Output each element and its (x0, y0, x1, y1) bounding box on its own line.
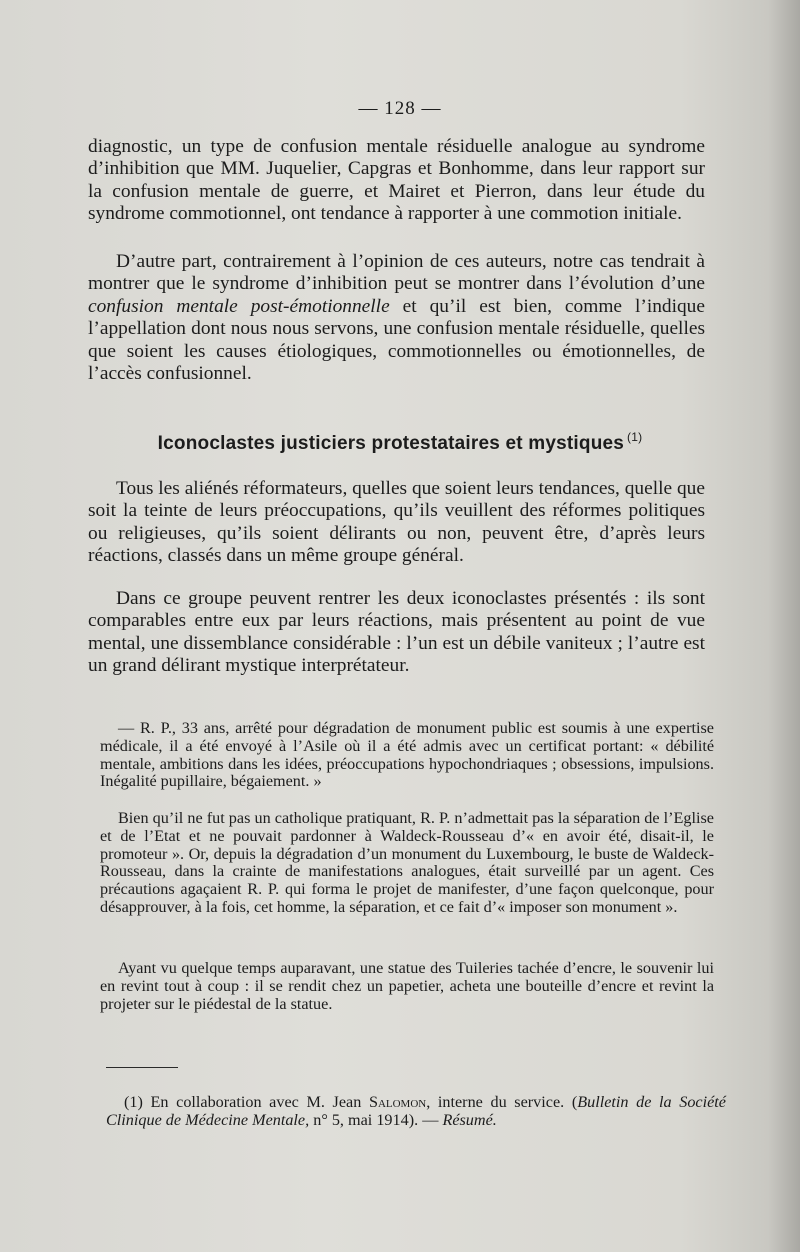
paragraph-autre-part (88, 251, 705, 385)
paragraph-text: et qu’il est bien, comme l’indique l’appellation dont nous nous servons, une confusion mentale résiduelle, quelles que soient les causes étiologiques, commotionnelles ou émotionnelles, de l’accès confusionnel. (88, 295, 705, 385)
footnote-author: Salomon (368, 1093, 427, 1111)
section-heading-text: Iconoclastes justiciers protestataires et mystiques (157, 433, 625, 454)
case-paragraph-separation: Bien qu’il ne fut pas un catholique pratiquant, R. P. n’admettait pas la séparation de l’Eglise et de l’Etat et ne pouvait pardonner à Waldeck-Rousseau d’« en avoir été, disait-il, le promoteur ». Or, depuis la dégradation d’un monument du Luxembourg, le buste de Waldeck-Rousseau, dans la crainte de manifestations analogues, était surveillé par un agent. Ces précautions agaçaient R. P. qui forma le projet de manifester, d’une façon quelconque, pour désapprouver, à la fois, cet homme, la séparation, et ce fait d’« imposer son monument ». (100, 809, 714, 916)
emphasis-text: confusion mentale post-émotionnelle (88, 295, 390, 317)
paragraph-iconoclastes: Dans ce groupe peuvent rentrer les deux iconoclastes présentés : ils sont comparables entre eux par leurs réactions, mais présentent au point de vue mental, une dissemblance considérable : l’un est un débile vaniteux ; l’autre est un grand délirant mystique interprétateur. (88, 588, 705, 677)
footnote-divider (106, 1067, 178, 1068)
paragraph-text: D’autre part, contrairement à l’opinion de ces auteurs, notre cas tendrait à montrer que le syndrome d’inhibition peut se montrer dans l’évolution d’une (88, 251, 705, 295)
footnote (106, 1094, 726, 1130)
footnote-text: (1) En collaboration avec M. Jean (124, 1093, 369, 1111)
section-heading (0, 430, 800, 455)
case-paragraph-intro: — R. P., 33 ans, arrêté pour dégradation de monument public est soumis à une expertise médicale, il a été envoyé à l’Asile où il a été admis avec un certificat portant: « débilité mentale, ambitions dans les idées, préoccupations hypochondriaques ; obsessions, impulsions. Inégalité pupillaire, bégaiement. » (100, 719, 714, 791)
footnote-text: , interne du service. ( (426, 1093, 578, 1111)
footnote-reference: (1) (627, 430, 643, 444)
footnote-journal: Bulletin de la Société Clinique de Médecine Mentale, (106, 1093, 726, 1129)
paragraph-continued: diagnostic, un type de confusion mentale résiduelle analogue au syndrome d’inhibition que MM. Juquelier, Capgras et Bonhomme, dans leur rapport sur la confusion mentale de guerre, et Mairet et Pierron, dans leur étude du syndrome commotionnel, ont tendance à rapporter à une commotion initiale. (88, 136, 705, 225)
page-number: — 128 — (358, 98, 442, 119)
case-paragraph-statue: Ayant vu quelque temps auparavant, une statue des Tuileries tachée d’encre, le souvenir lui en revint tout à coup : il se rendit chez un papetier, acheta une bouteille d’encre et revint la projeter sur le piédestal de la statue. (100, 959, 714, 1013)
footnote-text: n° 5, mai 1914). — (309, 1110, 443, 1129)
paragraph-reformateurs: Tous les aliénés réformateurs, quelles que soient leurs tendances, quelle que soit la teinte de leurs préoccupations, qu’ils veuillent des réformes politiques ou religieuses, qu’ils soient délirants ou non, peuvent être, d’après leurs réactions, classés dans un même groupe général. (88, 478, 705, 567)
footnote-resume: Résumé. (442, 1110, 497, 1129)
